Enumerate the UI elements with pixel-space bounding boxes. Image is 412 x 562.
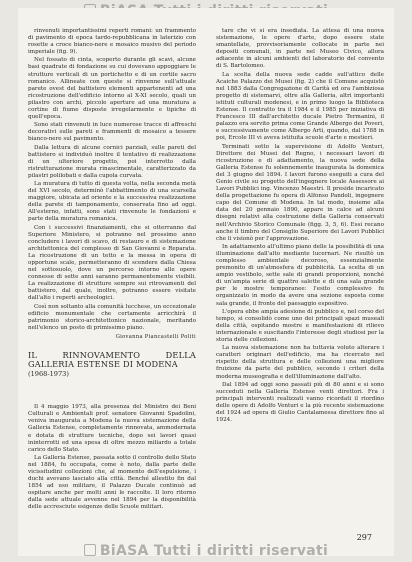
right-column: [216, 28, 384, 425]
paragraph: La nuova sistemazione non ha tuttavia voluto alterare i caratteri originari dell'edificio, ma ha ricercato nel rispetto della struttura e delle collezioni una migliore fruizione da parte del pubblico, secondo i criteri della moderna museografia e dell'illuminazione dall'alto.: [216, 345, 384, 380]
paragraph: rinvenuti importantissimi reperti romani: un frammento di pavimento di epoca tardo-repubblicana in laterizio con rosette a croce bianco-nere e mosaico musivo del periodo imperiale (fig. 9).: [28, 28, 196, 56]
paragraph: Dalla lettura di alcune cornici parziali, sulle pareti del battistero si individuò inoltre il tentativo di realizzazione di un ulteriore progetto, poi interrotto dalla ristrutturazione murata rinascimentale, caratterizzato da pilastri polilobati e dalla cupola curvata.: [28, 144, 196, 179]
section-years: (1968-1973): [28, 370, 69, 379]
document-page: [18, 8, 394, 556]
paragraph: Sono stati rinvenuti in luce numerose tracce di affreschi decorativi sulle pareti e frammenti di mosaico a tessere bianco-nere sul pavimento.: [28, 122, 196, 143]
section-heading: IL RINNOVAMENTO DELLA GALLERIA ESTENSE DI MODENA: [28, 350, 196, 370]
paragraph: La muratura di tutto di questa volta, nella seconda metà del XVI secolo, determinò l'abbattimento di una scarsella maggiore, ubicata ad oriente e la successiva realizzazione della parete di tamponamento, conservata fino ad oggi. All'esterno, infatti, sono stati rinvenute le fondazioni e parte della muratura romanica.: [28, 180, 196, 223]
watermark-text: BiASA Tutti i diritti riservati: [99, 543, 329, 559]
author-signature: Giovanna Piancastelli Politi: [115, 333, 196, 340]
paragraph: Il 4 maggio 1973, alla presenza del Ministro dei Beni Culturali e Ambientali prof. senatore Giovanni Spadolini, veniva inaugurata a Modena la nuova sistemazione della Galleria Estense, completamente rinnovata, ammodernata e dotata di strutture tecniche, dopo sei lavori quasi ininterrotti ed una spesa di oltre mezzo miliardo a totale carico dello Stato.: [28, 404, 196, 453]
paragraph: La Galleria Estense, passata sotto il controllo dello Stato nel 1884, fu occupata, come è noto, dalla parte delle vicissitudini collezioni che, al momento dell'espulsione, i duchi avevano lasciato alla città. Benché allestito fin dal 1854 ad uso militare, il Palazzo Ducale continuò ad ospitare anche per molti anni le raccolte. Il loro ritorno dalla sede attuale avvenne nel 1894 per la disponibilità delle accresciute esigenze delle Scuole militari.: [28, 454, 196, 511]
paragraph: Con i successivi finanziamenti, che si otterranno dal Superiore Ministero, si potranno nel prossimo anno concludere i lavori di scavo, di restauro e di sistemazione architettonica del complesso di San Giovanni e Reparata. La ricostruzione di un tetto e la messa in opera di opportune scale, permetteranno di scendere dalla Chiesa nel sottosuolo, dove un percorso intorno alle opere connesse di sette anni saranno permanentemente visibili. La realizzazione di strutture sempre sui ritrovamenti del battistero, dal quale, inoltre, potranno essere visitate dall'alto i reperti archeologici.: [28, 224, 196, 302]
paragraph: Dal 1894 ad oggi sono passati più di 80 anni e si sono succeduti nella Galleria Estense venti direttori. Fra i principali interventi realizzati vanno ricordati il riordino delle opere di Adolfo Venturi e la più recente sistemazione del 1924 ad opera di Giulio Cantalamessa direttore fino al 1924.: [216, 381, 384, 424]
left-column: [28, 28, 196, 513]
watermark-bottom: [0, 543, 412, 559]
paragraph: Nel fossato di cinta, scoperto durante gli scavi, alcune basi quadrate di fondazione su cui dovevano appoggiare le strutture verticali di un portichetto e di un cortile sacro romanico. Allineate con queste si rinvenne sull'attuale parete ovest del battistero elementi appartenenti ad una ricostruzione dell'edificio intorno al X-XI secolo, quali un pilastro con archi, piccole aperture ad una muratura a cortine di fiume disposte irregolarmente e tipiche di quell'epoca.: [28, 57, 196, 121]
paragraph: Terminati sotto la supervisione di Adolfo Venturi, Direttore dei Musei del Regno, i necessari lavori di ricostruzione e di adattamento, la nuova sede della Galleria Estense fu solennemente inaugurata la domenica del 3 giugno del 1894. I lavori furono eseguiti a cura del Genio civile su progetto dell'ingegnere locale Assessore ai Lavori Pubblici ing. Vincenzo Maestri. Il preside incaricato della progettazione fu opera di Alfonso Pandoli, ingegnere capo del Comune di Modena. In tal modo, insieme alla data del 20 gennaio 1890, appare in calce ad alcuni disegni relativi alla costruzione della Galleria conservati nell'Archivio Storico Comunale (figg. 3, 5, 6). Essi recano anche il timbro del Consiglio Superiore dei Lavori Pubblici che li visionò per l'approvazione.: [216, 143, 384, 242]
paragraph: tare che vi si era insediata. La attesa di una nuova sistemazione, le opere d'arte, dopo essere state smantellate, provvisoriamente collocate in parte nei depositi comunali, in parte nel Museo Civico, allora adiacente in alcuni ambienti del laboratorio del convento di S. Bartolomeo.: [216, 28, 384, 70]
page-number: 297: [356, 533, 372, 542]
biasa-logo-icon: [84, 544, 96, 556]
paragraph: La scelta della nuova sede cadde sull'attico delle Acaiche Palazzo dei Musei (fig. 2) che il Comune acquistò nel 1883 dalla Congregazione di Carità ed ora l'ambiziosa progetto di sistemarvi, oltre alla Galleria, altri importanti istituti culturali modenesi, e in primo luogo la Biblioteca Estense. Il contratto tra il 1984 e il 1985 per iniziativa di Francesco III dall'architetto ducale Pietro Termanini, il palazzo era servito prima come Grande Albergo dei Poveri, e successivamente come Albergo Arti, quando, dal 1788 in poi, Ercole III vi aveva istituita scuole d'arte e mestieri.: [216, 71, 384, 142]
paragraph: Così non soltanto alla comunità lucchese, un eccezionale edificio monumentale che certamente arricchirà il patrimonio storico-architettonico nazionale, meritando nell'elenco un posto di primissimo piano.: [28, 303, 196, 331]
paragraph: In adattamento all'ultimo piano delle la possibilità di una illuminazione dall'alto mediante lucernari. Ne risultò un complesso ambientale decoroso, essenzialmente premonito di un'atmosfera di pubblicità. La scelta di un ampio vestibolo, sette sale di grandi proporzioni, nonché di un'ampia serie di quattro salette e di una sala grande per le mostre temporanee: l'esito complessivo fu organizzato in modo da avere una sezione esposta come sala grande, il fronte del paesaggio espositivo.: [216, 243, 385, 307]
paragraph: L'opera ebbe ampia adesione di pubblico e, nel corso del tempo, si consolidò come uno dei principali spazi museali della città, ospitando mostre e manifestazioni di rilievo internazionale e suscitando l'interesse degli studiosi per la storia delle collezioni.: [216, 308, 384, 344]
